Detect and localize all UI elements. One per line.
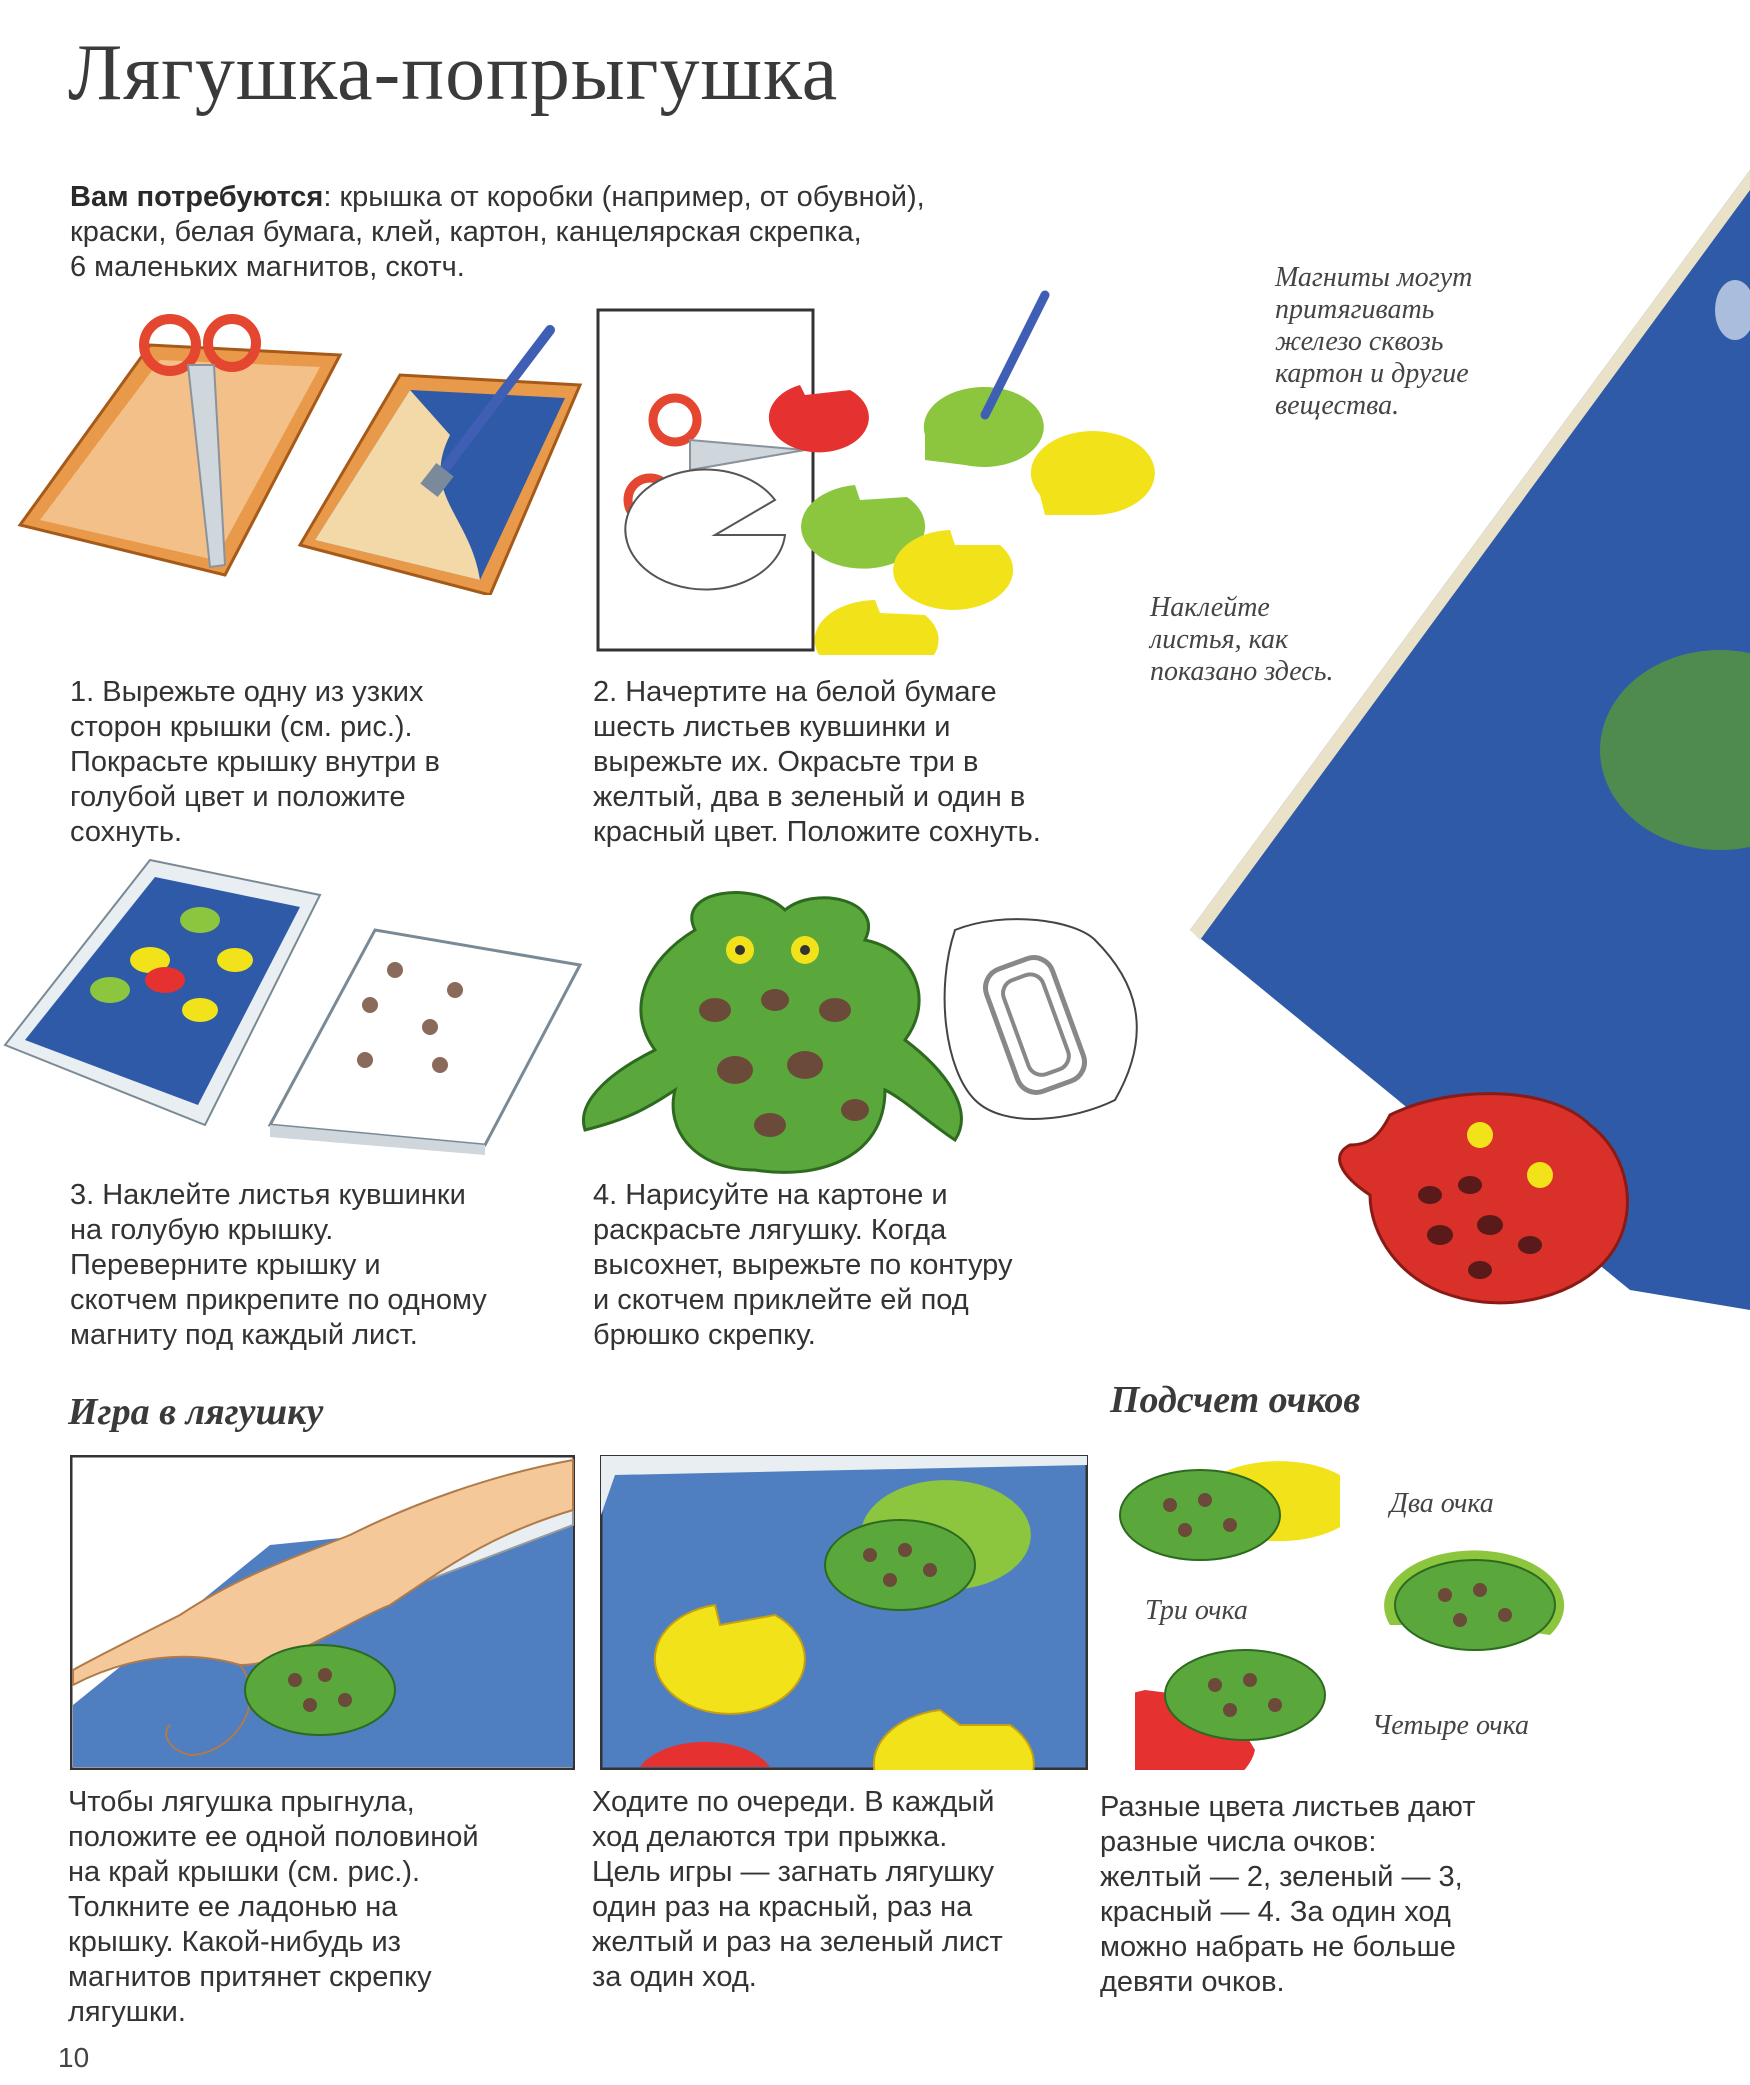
game-text-1-line: на край крышки (см. рис.). [68, 1856, 421, 1888]
step-4-line: брюшко скрепку. [593, 1319, 816, 1351]
step-1-line: Покрасьте крышку внутри в [70, 746, 440, 778]
scoring-frog-two [1110, 1455, 1340, 1585]
materials-line-2: краски, белая бумага, клей, картон, канцелярская скрепка, [70, 216, 862, 248]
step-4-line: раскрасьте лягушку. Когда [593, 1214, 947, 1246]
step-2-line: желтый, два в зеленый и один в [593, 781, 1026, 813]
step-1-line: сохнуть. [70, 816, 183, 848]
game-text-1 [68, 1785, 479, 2030]
scoring-text-line: Разные цвета листьев дают [1100, 1791, 1476, 1823]
score-label-four: Четыре очка [1372, 1710, 1529, 1741]
step-1-line: сторон крышки (см. рис.). [70, 711, 413, 743]
step-1-line: голубой цвет и положите [70, 781, 406, 813]
step-1-text [70, 675, 440, 850]
step-4-line: 4. Нарисуйте на картоне и [593, 1179, 948, 1211]
magnets-note-line: Магниты могут [1275, 262, 1473, 293]
game-text-2 [592, 1785, 1003, 1995]
game-text-2-line: ход делаются три прыжка. [592, 1821, 948, 1853]
scoring-frog-three [1370, 1535, 1580, 1695]
red-frog-illustration [1330, 1075, 1650, 1325]
game-text-1-line: лягушки. [68, 1996, 186, 2028]
step-1-line: 1. Вырежьте одну из узких [70, 676, 424, 708]
step-3-line: Переверните крышку и [70, 1249, 381, 1281]
painted-leaves [769, 385, 1155, 655]
game-text-2-line: желтый и раз на зеленый лист [592, 1926, 1003, 1958]
step-2-line: красный цвет. Положите сохнуть. [593, 816, 1041, 848]
step-3-line: скотчем прикрепите по одному [70, 1284, 487, 1316]
game-text-1-line: крышку. Какой-нибудь из [68, 1926, 401, 1958]
scoring-text-line: разные числа очков: [1100, 1826, 1377, 1858]
step-4-text [593, 1178, 1012, 1353]
game-text-2-line: один раз на красный, раз на [592, 1891, 973, 1923]
scoring-text [1100, 1790, 1476, 2000]
step-2-line: вырежьте их. Окрасьте три в [593, 746, 979, 778]
glue-note-line: показано здесь. [1150, 656, 1334, 687]
materials-line-3: 6 маленьких магнитов, скотч. [70, 251, 465, 283]
step-3-line: магниту под каждый лист. [70, 1319, 418, 1351]
game-illustration-leaves [600, 1455, 1088, 1770]
step-2-text [593, 675, 1041, 850]
step-2-line: 2. Начертите на белой бумаге [593, 676, 997, 708]
game-text-2-line: Цель игры — загнать лягушку [592, 1856, 995, 1888]
game-text-1-line: Чтобы лягушка прыгнула, [68, 1786, 415, 1818]
materials-line-1-text: : крышка от коробки (например, от обувной), [323, 181, 925, 213]
materials-label: Вам потребуются [70, 181, 324, 213]
scoring-frog-four [1135, 1630, 1335, 1770]
step4-illustration [555, 870, 1175, 1180]
page-title: Лягушка-попрыгушка [68, 29, 839, 117]
scoring-text-line: девяти очков. [1100, 1966, 1285, 1998]
magnets-note-line: притягивать [1275, 294, 1435, 325]
game-heading: Игра в лягушку [68, 1391, 324, 1433]
step1-illustration [10, 295, 590, 595]
page-number: 10 [58, 2042, 90, 2073]
glue-note-line: листья, как [1150, 624, 1289, 655]
score-label-two: Два очка [1390, 1488, 1494, 1519]
scoring-text-line: красный — 4. За один ход [1100, 1896, 1451, 1928]
magnets-note-line: железо сквозь [1275, 326, 1444, 357]
step3-illustration [0, 855, 590, 1155]
game-text-2-line: Ходите по очереди. В каждый [592, 1786, 995, 1818]
scoring-heading: Подсчет очков [1110, 1379, 1361, 1421]
magnets-note [1275, 262, 1472, 422]
game-text-2-line: за один ход. [592, 1961, 757, 1993]
glue-note-line: Наклейте [1150, 592, 1270, 623]
game-text-1-line: положите ее одной половиной [68, 1821, 479, 1853]
step-4-line: и скотчем приклейте ей под [593, 1284, 969, 1316]
scoring-text-line: можно набрать не больше [1100, 1931, 1456, 1963]
scoring-text-line: желтый — 2, зеленый — 3, [1100, 1861, 1463, 1893]
step-3-line: на голубую крышку. [70, 1214, 334, 1246]
game-illustration-hand [70, 1455, 575, 1770]
step-3-text [70, 1178, 487, 1353]
magnets-note-line: вещества. [1275, 390, 1400, 421]
materials-line-1 [70, 181, 925, 213]
step2-illustration [595, 255, 1255, 655]
game-text-1-line: магнитов притянет скрепку [68, 1961, 432, 1993]
step-3-line: 3. Наклейте листья кувшинки [70, 1179, 466, 1211]
magnets-note-line: картон и другие [1275, 358, 1469, 389]
game-text-1-line: Толкните ее ладонью на [68, 1891, 398, 1923]
score-label-three: Три очка [1145, 1595, 1248, 1626]
step-4-line: высохнет, вырежьте по контуру [593, 1249, 1013, 1281]
step-2-line: шесть листьев кувшинки и [593, 711, 951, 743]
